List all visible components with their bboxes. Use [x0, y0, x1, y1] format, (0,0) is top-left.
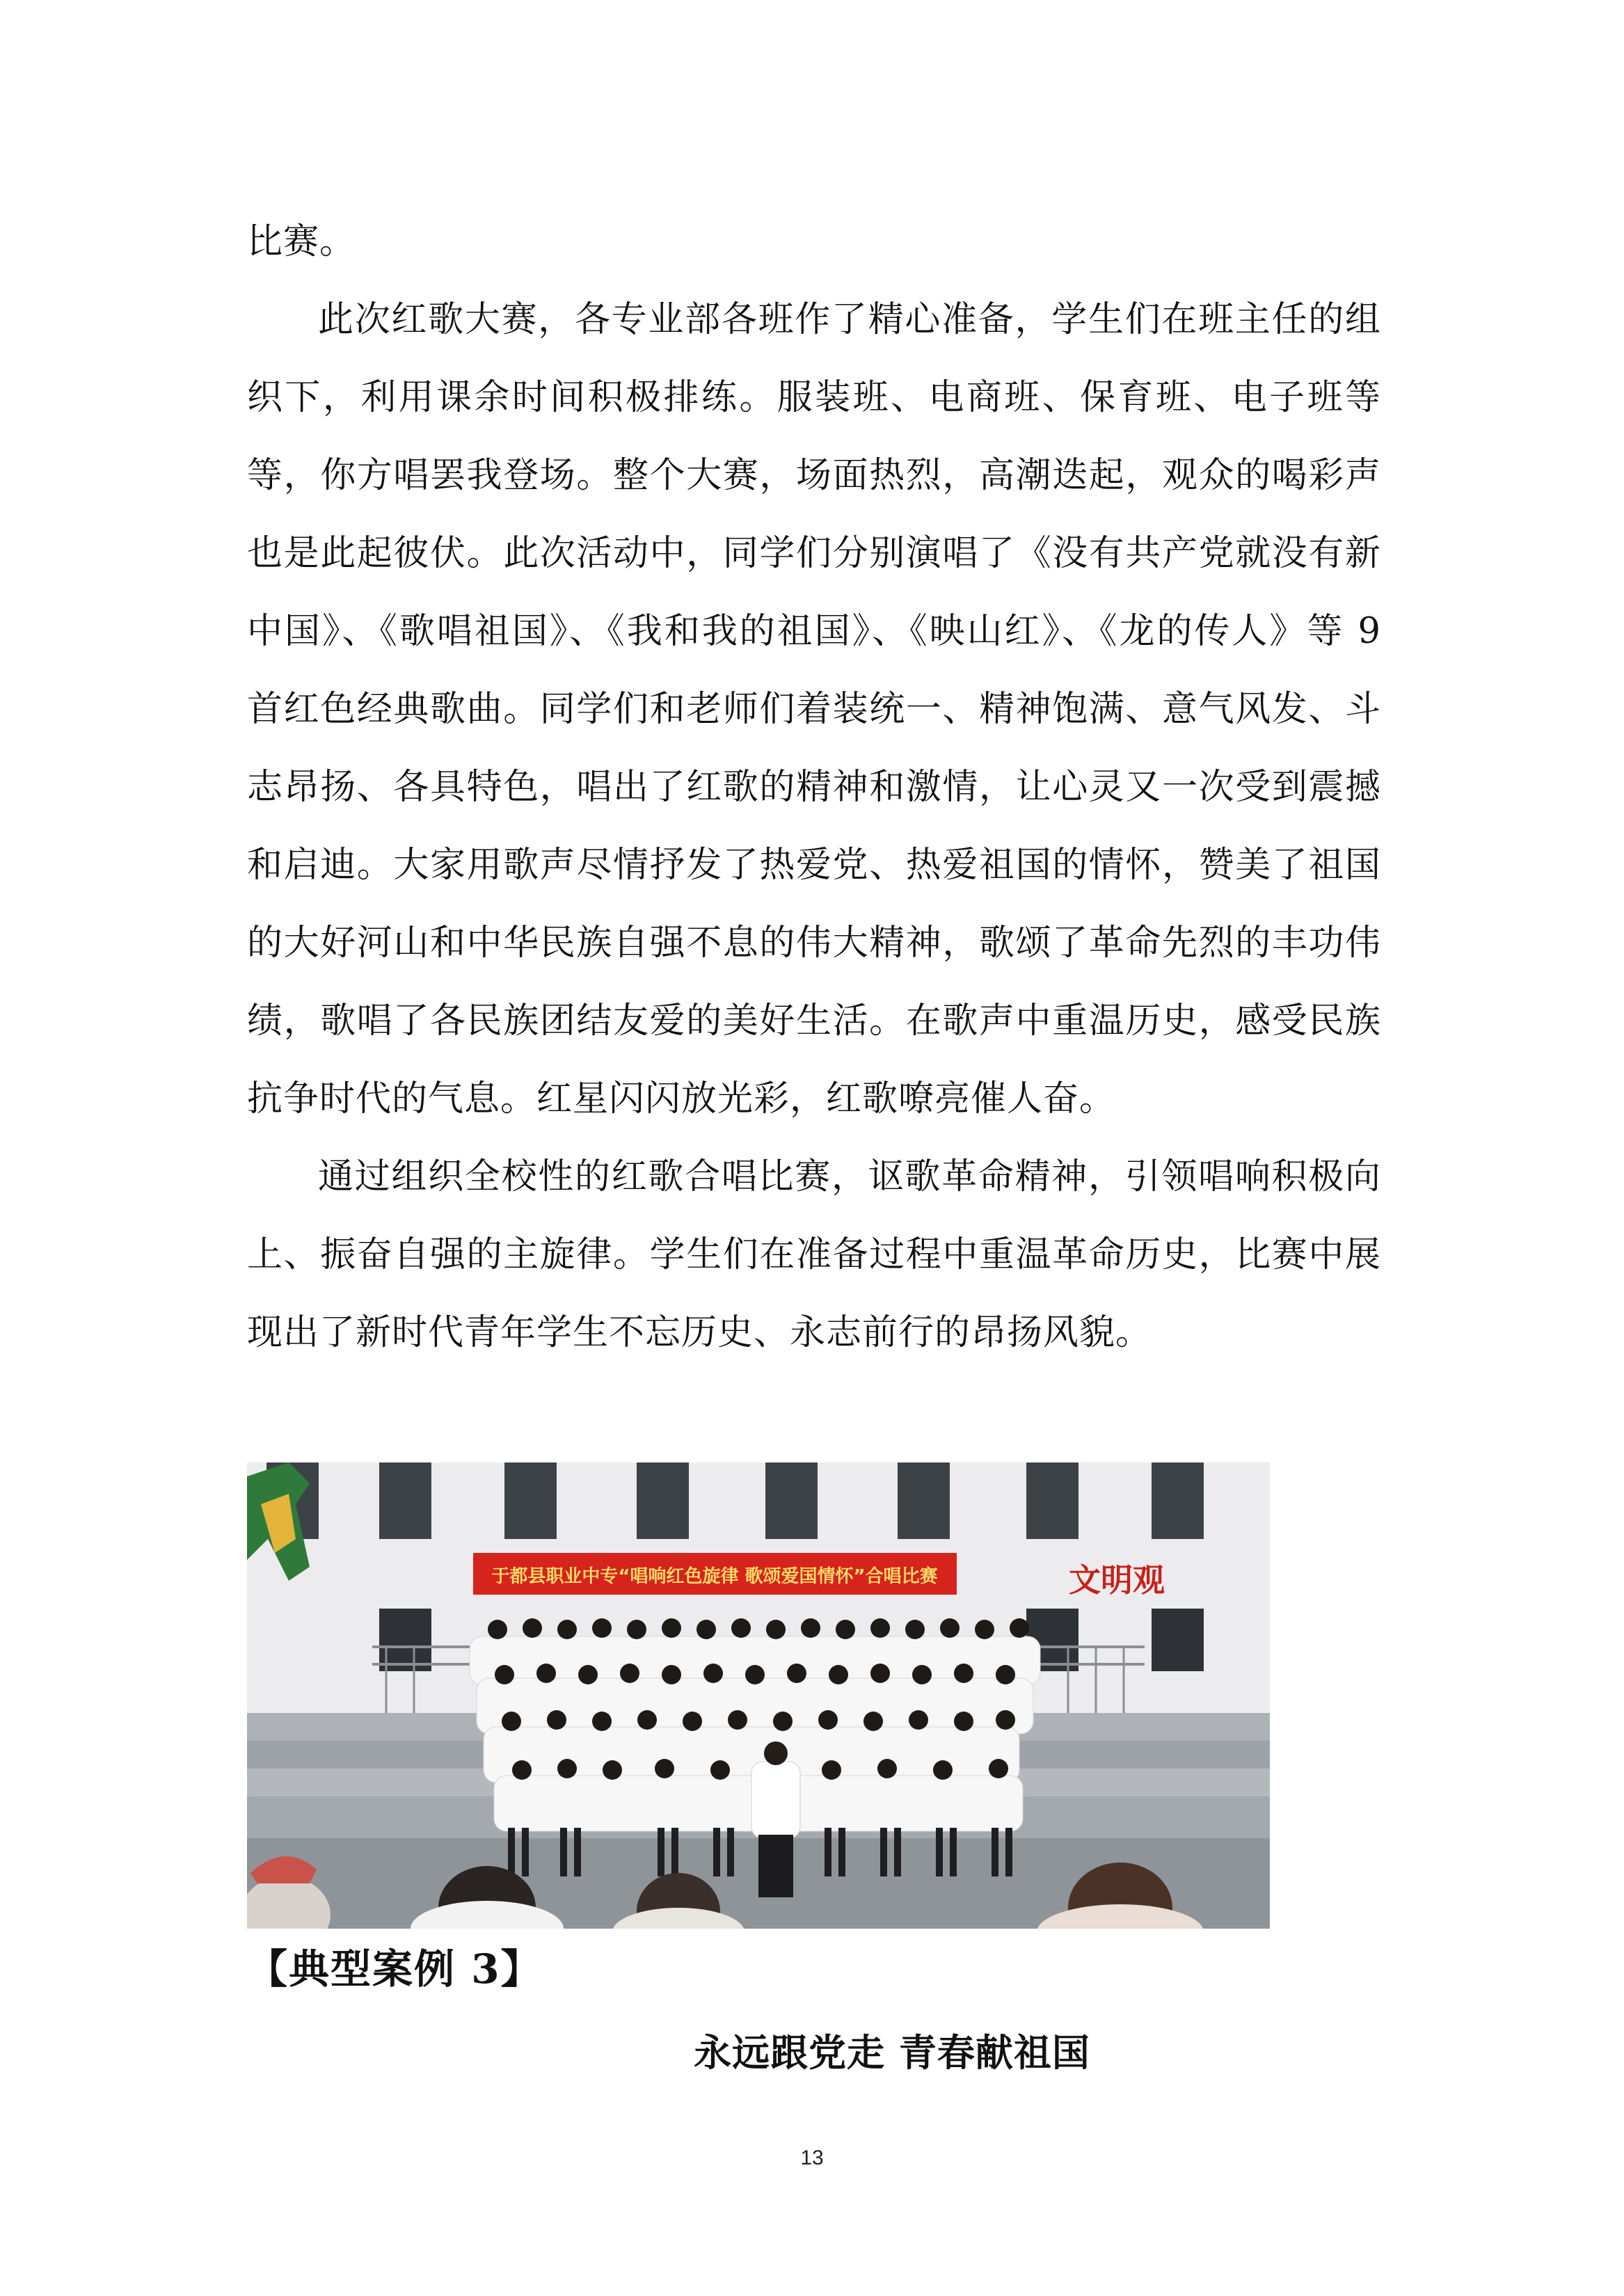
case-heading: 【典型案例 3】 [247, 1945, 543, 1993]
paragraph-continuation: 比赛。 [247, 221, 356, 262]
wall-text: 文明观 [1069, 1561, 1165, 1599]
choir-photo [247, 1462, 1270, 1929]
paragraph-red-song-contest: 此次红歌大赛，各专业部各班作了精心准备，学生们在班主任的组织下，利用课余时间积极排练。服装班、电商班、保育班、电子班等等，你方唱罢我登场。整个大赛，场面热烈，高潮迭起，观众的喝彩声也是此起彼伏。此次活动中，同学们分别演唱了《没有共产党就没有新中国》、《歌唱祖国》、《我和我的祖国》、《映山红》、《龙的传人》等 9 首红色经典歌曲。同学们和老师们着装统一、精神饱满、意气风发、斗志昂扬、各具特色，唱出了红歌的精神和激情，让心灵又一次受到震撼和启迪。大家用歌声尽情抒发了热爱党、热爱祖国的情怀，赞美了祖国的大好河山和中华民族自强不息的伟大精神，歌颂了革命先烈的丰功伟绩，歌唱了各民族团结友爱的美好生活。在歌声中重温历史，感受民族抗争时代的气息。红星闪闪放光彩，红歌嘹亮催人奋。 [247, 299, 1381, 1119]
page-number: 13 [800, 2146, 824, 2169]
case-title: 永远跟党走 青春献祖国 [694, 2031, 1090, 2075]
body-text [247, 203, 1381, 1372]
conductor [751, 1741, 800, 1897]
banner-text: 于都县职业中专“唱响红色旋律 歌颂爱国情怀”合唱比赛 [491, 1566, 938, 1587]
paragraph-summary: 通过组织全校性的红歌合唱比赛，讴歌革命精神，引领唱响积极向上、振奋自强的主旋律。学生们在准备过程中重温革命历史，比赛中展现出了新时代青年学生不忘历史、永志前行的昂扬风貌。 [247, 1156, 1381, 1353]
